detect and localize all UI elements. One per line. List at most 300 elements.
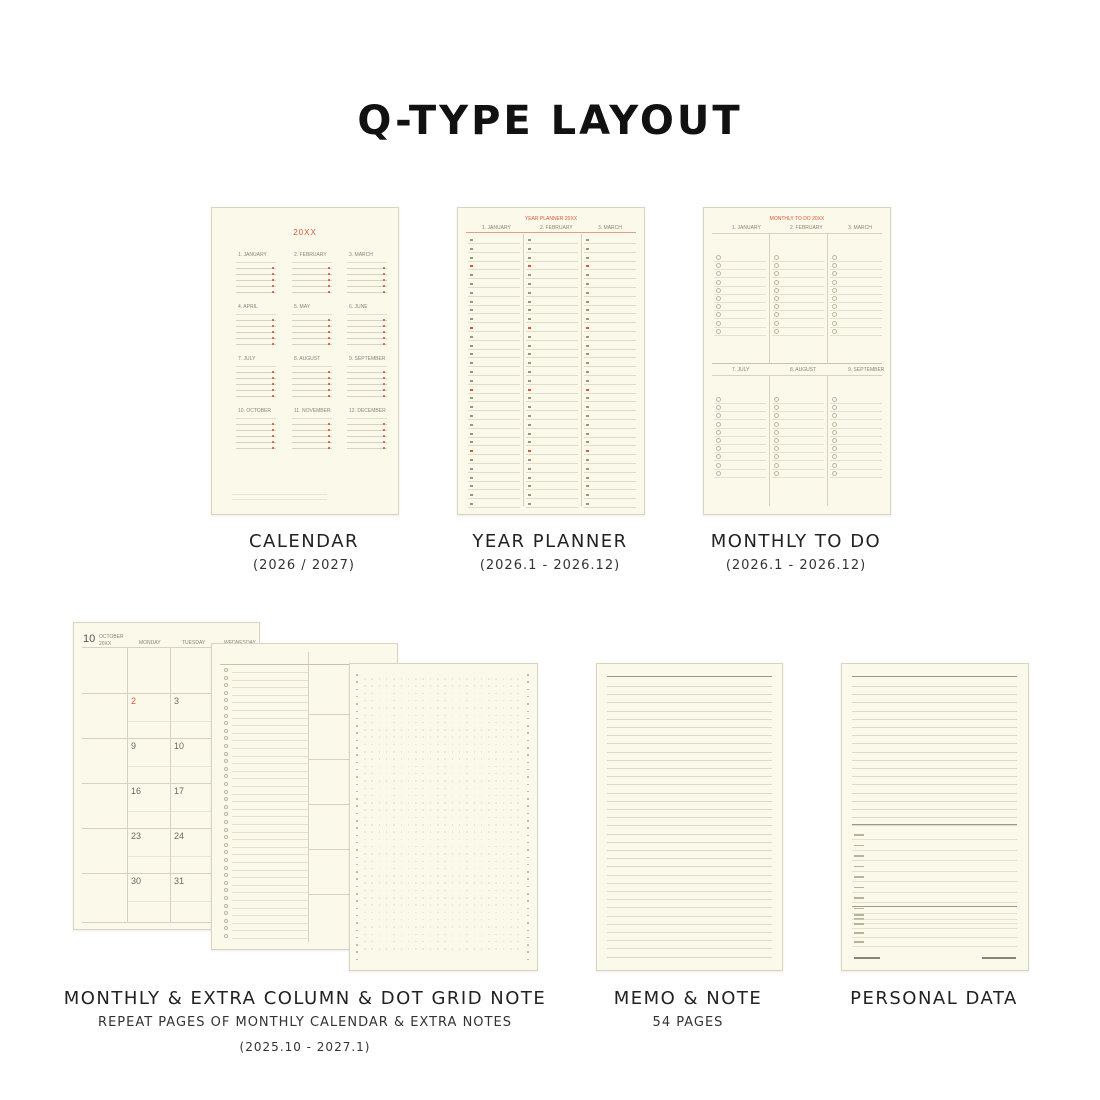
extra-column-bullet [224, 782, 228, 786]
dot-grid-dot [437, 897, 439, 899]
year-planner-day-line [526, 393, 578, 394]
dot-grid-dot [364, 802, 366, 804]
dot-grid-dot [510, 839, 512, 841]
personal-top-rule [852, 676, 1017, 677]
dot-grid-dot [444, 715, 446, 717]
dot-grid-dot [459, 882, 461, 884]
year-planner-range: (2026.1 - 2026.12) [479, 558, 621, 573]
monthly-todo-checkbox [716, 430, 721, 435]
personal-note-line [852, 817, 1017, 818]
dot-grid-dot [444, 875, 446, 877]
dot-grid-dot [379, 766, 381, 768]
year-planner-day-line [468, 278, 520, 279]
year-planner-day-line [526, 410, 578, 411]
dot-grid-dot [393, 941, 395, 943]
dot-grid-dot [481, 715, 483, 717]
dot-grid-dot [510, 897, 512, 899]
dot-grid-dot [495, 758, 497, 760]
monthly-todo-header-line [712, 375, 882, 376]
calendar-sunday-mark [383, 273, 385, 275]
dot-grid-dot [393, 722, 395, 724]
calendar-sunday-mark [272, 273, 274, 275]
monthly-todo-line [714, 302, 766, 303]
extra-column-line [232, 923, 308, 924]
dot-grid-dot [510, 948, 512, 950]
dot-grid-dot [495, 744, 497, 746]
year-planner-column-label: 3. MARCH [598, 225, 622, 231]
monthly-todo-column-label: 8. AUGUST [790, 367, 817, 373]
monthly-todo-line [830, 411, 882, 412]
dot-grid-dot [452, 868, 454, 870]
dot-grid-dot [386, 875, 388, 877]
monthly-todo-line [772, 286, 824, 287]
dot-grid-dot [466, 729, 468, 731]
calendar-sunday-mark [328, 325, 330, 327]
dot-grid-dot [386, 926, 388, 928]
personal-field-label [854, 887, 864, 889]
extra-column-bullet [224, 828, 228, 832]
dot-grid-dot [495, 817, 497, 819]
dot-grid-dot [481, 802, 483, 804]
dot-grid-dot [495, 934, 497, 936]
calendar-week-row [236, 430, 276, 431]
year-planner-day-line [468, 357, 520, 358]
dot-grid-dot [503, 693, 505, 695]
dot-grid-dot [466, 926, 468, 928]
monthly-todo-checkbox [774, 321, 779, 326]
dot-grid-dot [422, 875, 424, 877]
monthly-todo-checkbox [716, 288, 721, 293]
personal-field-line [852, 937, 1017, 938]
dot-grid-dot [415, 693, 417, 695]
dot-grid-margin-dot [527, 908, 529, 910]
dot-grid-dot [386, 831, 388, 833]
dot-grid-dot [401, 693, 403, 695]
year-planner-day-number [528, 433, 531, 435]
dot-grid-dot [386, 707, 388, 709]
dot-grid-dot [393, 831, 395, 833]
dot-grid-dot [452, 773, 454, 775]
dot-grid-dot [437, 795, 439, 797]
personal-field-label [854, 876, 864, 878]
dot-grid-dot [495, 904, 497, 906]
calendar-sunday-mark [328, 447, 330, 449]
dot-grid-dot [452, 861, 454, 863]
dot-grid-dot [474, 904, 476, 906]
dot-grid-dot [474, 912, 476, 914]
dot-grid-dot [459, 831, 461, 833]
dot-grid-dot [481, 897, 483, 899]
year-planner-day-line [468, 340, 520, 341]
dot-grid-dot [379, 948, 381, 950]
year-planner-day-line [584, 437, 636, 438]
dot-grid-dot [386, 744, 388, 746]
monthly-todo-checkbox [774, 454, 779, 459]
dot-grid-dot [430, 890, 432, 892]
dot-grid-dot [481, 861, 483, 863]
monthly-todo-line [830, 302, 882, 303]
extra-column-line [232, 733, 308, 734]
dot-grid-dot [495, 751, 497, 753]
dot-grid-dot [430, 926, 432, 928]
dot-grid-dot [474, 875, 476, 877]
dot-grid-dot [430, 729, 432, 731]
dot-grid-dot [393, 934, 395, 936]
year-planner-column-label: 2. FEBRUARY [540, 225, 573, 231]
dot-grid-dot [430, 861, 432, 863]
dot-grid-dot [430, 824, 432, 826]
dot-grid-margin-dot [527, 893, 529, 895]
dot-grid-dot [422, 904, 424, 906]
calendar-sunday-mark [383, 423, 385, 425]
dot-grid-dot [488, 941, 490, 943]
dot-grid-dot [408, 751, 410, 753]
monthly-todo-line [772, 269, 824, 270]
dot-grid-dot [503, 839, 505, 841]
year-planner-day-number [528, 257, 531, 259]
dot-grid-margin-dot [356, 791, 358, 793]
dot-grid-dot [408, 875, 410, 877]
dot-grid-dot [474, 861, 476, 863]
dot-grid-dot [386, 817, 388, 819]
dot-grid-dot [459, 715, 461, 717]
dot-grid-dot [503, 817, 505, 819]
dot-grid-dot [503, 846, 505, 848]
dot-grid-dot [488, 868, 490, 870]
dot-grid-dot [510, 919, 512, 921]
year-planner-day-number [586, 362, 589, 364]
extra-column-bullet [224, 881, 228, 885]
dot-grid-dot [408, 773, 410, 775]
dot-grid-dot [422, 707, 424, 709]
dot-grid-dot [444, 831, 446, 833]
dot-grid-dot [371, 693, 373, 695]
dot-grid-dot [364, 948, 366, 950]
monthly-todo-line [714, 477, 766, 478]
dot-grid-dot [452, 722, 454, 724]
dot-grid-dot [415, 809, 417, 811]
dot-grid-dot [401, 780, 403, 782]
year-planner-day-line [584, 489, 636, 490]
dot-grid-dot [503, 802, 505, 804]
year-planner-day-line [526, 445, 578, 446]
dot-grid-dot [444, 788, 446, 790]
calendar-page-preview [211, 207, 399, 515]
dot-grid-margin-dot [527, 835, 529, 837]
monthly-todo-range: (2026.1 - 2026.12) [725, 558, 867, 573]
dot-grid-dot [379, 802, 381, 804]
monthly-date: 9 [131, 741, 137, 751]
dot-grid-dot [422, 729, 424, 731]
year-planner-day-number [528, 397, 531, 399]
personal-field-label [854, 855, 864, 857]
dot-grid-dot [481, 722, 483, 724]
year-planner-day-line [526, 349, 578, 350]
year-planner-day-line [526, 437, 578, 438]
calendar-month-label: 1. JANUARY [238, 252, 267, 258]
memo-line [607, 825, 772, 826]
dot-grid-dot [474, 766, 476, 768]
calendar-week-row [236, 338, 276, 339]
year-planner-day-line [468, 445, 520, 446]
dot-grid-dot [393, 904, 395, 906]
personal-field-label [854, 914, 864, 916]
year-planner-day-line [584, 269, 636, 270]
dot-grid-dot [495, 685, 497, 687]
year-planner-day-number [470, 353, 473, 355]
calendar-sunday-mark [383, 319, 385, 321]
year-planner-day-number [470, 301, 473, 303]
year-planner-day-line [584, 331, 636, 332]
monthly-todo-line [830, 335, 882, 336]
calendar-sunday-mark [383, 377, 385, 379]
dot-grid-dot [510, 700, 512, 702]
extra-column-line [232, 740, 308, 741]
extra-column-bullet [224, 698, 228, 702]
calendar-week-row [236, 390, 276, 391]
calendar-week-row [292, 436, 332, 437]
calendar-sunday-mark [383, 337, 385, 339]
dot-grid-dot [517, 773, 519, 775]
personal-field-line [852, 946, 1017, 947]
calendar-sunday-mark [272, 423, 274, 425]
dot-grid-dot [422, 700, 424, 702]
personal-field-label [854, 897, 864, 899]
year-planner-day-line [468, 243, 520, 244]
dot-grid-dot [364, 934, 366, 936]
personal-field-line [852, 839, 1017, 840]
dot-grid-dot [444, 758, 446, 760]
monthly-todo-line [830, 436, 882, 437]
calendar-week-row [292, 430, 332, 431]
monthly-todo-line [714, 469, 766, 470]
memo-label: MEMO & NOTE [613, 988, 763, 1009]
dot-grid-margin-dot [527, 725, 529, 727]
dot-grid-dot [459, 868, 461, 870]
dot-grid-dot [474, 882, 476, 884]
personal-note-line [852, 727, 1017, 728]
dot-grid-dot [517, 700, 519, 702]
memo-line [607, 875, 772, 876]
dot-grid-dot [474, 758, 476, 760]
dot-grid-dot [466, 846, 468, 848]
extra-column-bullet [224, 911, 228, 915]
dot-grid-margin-dot [356, 820, 358, 822]
dot-grid-dot [393, 882, 395, 884]
dot-grid-dot [422, 941, 424, 943]
monthly-todo-checkbox [774, 263, 779, 268]
monthly-todo-checkbox [716, 454, 721, 459]
dot-grid-dot [466, 678, 468, 680]
dot-grid-dot [415, 846, 417, 848]
calendar-sunday-mark [383, 291, 385, 293]
dot-grid-dot [503, 926, 505, 928]
dot-grid-dot [393, 912, 395, 914]
monthly-todo-line [772, 477, 824, 478]
dot-grid-dot [466, 795, 468, 797]
dot-grid-dot [481, 773, 483, 775]
dot-grid-dot [503, 700, 505, 702]
dot-grid-dot [364, 744, 366, 746]
personal-label: PERSONAL DATA [850, 988, 1018, 1009]
dot-grid-dot [393, 758, 395, 760]
year-planner-day-number [528, 415, 531, 417]
dot-grid-dot [393, 744, 395, 746]
dot-grid-dot [364, 824, 366, 826]
calendar-sunday-mark [328, 383, 330, 385]
dot-grid-margin-dot [356, 864, 358, 866]
dot-grid-dot [437, 802, 439, 804]
dot-grid-dot [422, 751, 424, 753]
dot-grid-dot [408, 890, 410, 892]
monthly-todo-line [772, 318, 824, 319]
monthly-todo-column-divider [827, 234, 828, 363]
dot-grid-dot [371, 904, 373, 906]
dot-grid-dot [517, 831, 519, 833]
dot-grid-dot [379, 788, 381, 790]
year-planner-day-number [586, 257, 589, 259]
monthly-todo-column-divider [827, 376, 828, 506]
dot-grid-dot [495, 868, 497, 870]
dot-grid-margin-dot [527, 754, 529, 756]
dot-grid-dot [401, 751, 403, 753]
extra-column-line [232, 672, 308, 673]
dot-grid-dot [393, 802, 395, 804]
dot-grid-dot [401, 948, 403, 950]
calendar-sunday-mark [383, 383, 385, 385]
dot-grid-dot [517, 875, 519, 877]
dot-grid-dot [379, 744, 381, 746]
dot-grid-dot [379, 919, 381, 921]
monthly-todo-checkbox [716, 271, 721, 276]
dot-grid-dot [386, 700, 388, 702]
dot-grid-dot [452, 882, 454, 884]
monthly-todo-label: MONTHLY TO DO [710, 531, 882, 552]
monthly-todo-line [714, 419, 766, 420]
dot-grid-dot [495, 890, 497, 892]
calendar-label: CALENDAR [248, 531, 360, 552]
dot-grid-dot [510, 693, 512, 695]
year-planner-day-number [586, 468, 589, 470]
dot-grid-dot [437, 853, 439, 855]
dot-grid-dot [495, 773, 497, 775]
extra-column-line [232, 695, 308, 696]
dot-grid-dot [408, 817, 410, 819]
extra-column-bullet [224, 896, 228, 900]
year-planner-caption [426, 531, 674, 573]
dot-grid-dot [503, 912, 505, 914]
dot-grid-dot [430, 882, 432, 884]
dot-grid-dot [517, 868, 519, 870]
dot-grid-dot [444, 846, 446, 848]
monthly-todo-checkbox [774, 463, 779, 468]
dot-grid-dot [422, 780, 424, 782]
dot-grid-dot [379, 846, 381, 848]
dot-grid-dot [437, 678, 439, 680]
dot-grid-dot [474, 773, 476, 775]
dot-grid-dot [510, 795, 512, 797]
monthly-todo-checkbox [716, 471, 721, 476]
dot-grid-dot [437, 824, 439, 826]
dot-grid-dot [437, 729, 439, 731]
year-planner-day-number [470, 257, 473, 259]
dot-grid-margin-dot [356, 718, 358, 720]
dot-grid-dot [474, 824, 476, 826]
year-planner-day-number [470, 424, 473, 426]
dot-grid-dot [517, 912, 519, 914]
extra-column-line [232, 885, 308, 886]
dot-grid-dot [401, 758, 403, 760]
monthly-todo-line [830, 419, 882, 420]
monthly-todo-line [772, 294, 824, 295]
dot-grid-dot [386, 795, 388, 797]
dot-grid-margin-dot [356, 893, 358, 895]
dot-grid-dot [401, 678, 403, 680]
calendar-week-row [347, 314, 387, 315]
dot-grid-dot [459, 736, 461, 738]
dot-grid-dot [401, 802, 403, 804]
dot-grid-dot [401, 795, 403, 797]
monthly-todo-line [714, 310, 766, 311]
year-planner-day-number [470, 477, 473, 479]
calendar-week-row [236, 262, 276, 263]
personal-field-label [854, 932, 864, 934]
dot-grid-dot [371, 685, 373, 687]
monthly-todo-checkbox [832, 263, 837, 268]
dot-grid-dot [503, 853, 505, 855]
monthly-todo-line [772, 444, 824, 445]
dot-grid-dot [386, 678, 388, 680]
monthly-month-number: 10 [83, 633, 96, 645]
dot-grid-dot [503, 831, 505, 833]
personal-data-page-preview [841, 663, 1029, 971]
dot-grid-dot [466, 736, 468, 738]
calendar-sunday-mark [383, 325, 385, 327]
dot-grid-dot [452, 685, 454, 687]
year-planner-day-number [528, 353, 531, 355]
dot-grid-dot [379, 861, 381, 863]
dot-grid-dot [495, 693, 497, 695]
dot-grid-dot [422, 773, 424, 775]
dot-grid-dot [430, 875, 432, 877]
year-planner-day-number [470, 485, 473, 487]
dot-grid-dot [503, 722, 505, 724]
calendar-week-row [292, 326, 332, 327]
year-planner-day-line [584, 507, 636, 508]
dot-grid-margin-dot [527, 784, 529, 786]
year-planner-day-line [526, 357, 578, 358]
dot-grid-dot [488, 948, 490, 950]
calendar-sunday-mark [328, 423, 330, 425]
monthly-todo-checkbox [774, 280, 779, 285]
calendar-week-row [347, 424, 387, 425]
dot-grid-dot [430, 904, 432, 906]
dot-grid-dot [503, 861, 505, 863]
dot-grid-dot [386, 882, 388, 884]
dot-grid-dot [452, 751, 454, 753]
year-planner-day-number [528, 468, 531, 470]
dot-grid-dot [437, 700, 439, 702]
personal-field-line [852, 919, 1017, 920]
dot-grid-dot [495, 846, 497, 848]
dot-grid-dot [466, 912, 468, 914]
dot-grid-dot [371, 809, 373, 811]
dot-grid-dot [386, 788, 388, 790]
calendar-sunday-mark [328, 291, 330, 293]
dot-grid-dot [364, 678, 366, 680]
monthly-todo-checkbox [832, 422, 837, 427]
year-planner-day-line [526, 507, 578, 508]
